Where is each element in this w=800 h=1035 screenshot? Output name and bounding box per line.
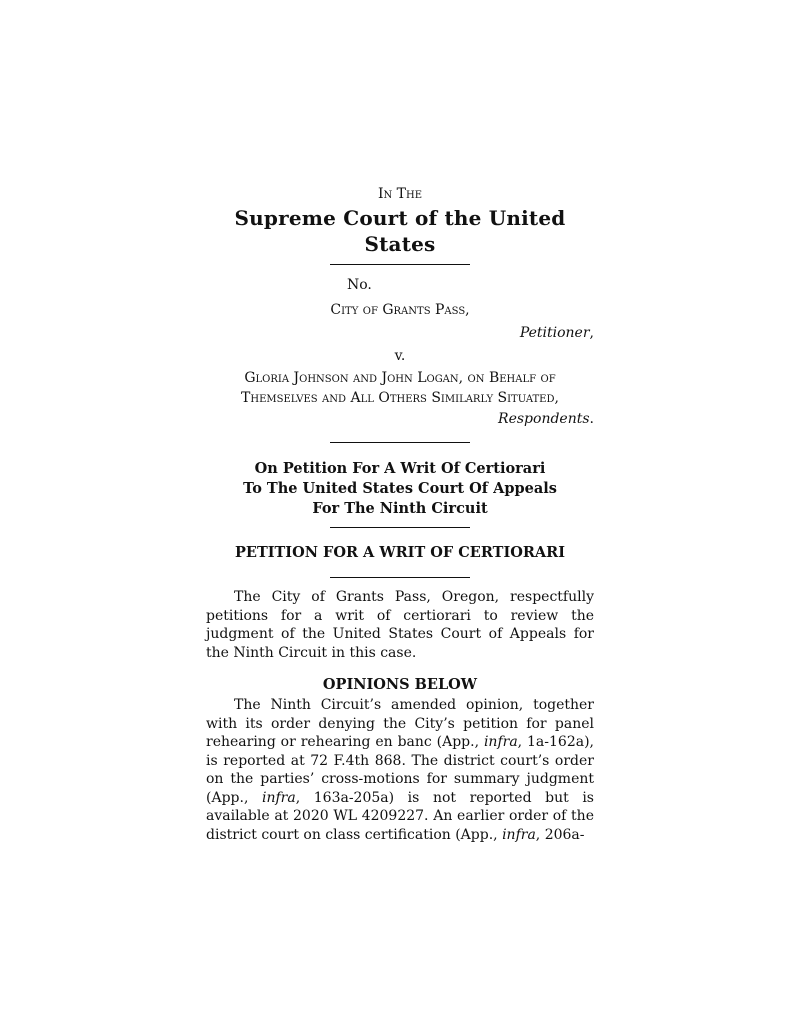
intro-paragraph: The City of Grants Pass, Oregon, respectfully petitions for a writ of certiorari to review the judgment of the United States Court of Appeals for the Ninth Circuit in this case.: [206, 589, 594, 661]
opinions-text-part-4: , 206a-: [535, 826, 585, 843]
petitioner-name: City of Grants Pass,: [330, 302, 470, 318]
respondents-role-period: .: [589, 411, 594, 427]
respondents-role-text: Respondents: [498, 411, 590, 427]
docket-number: [206, 275, 594, 296]
petition-caption-line-1: On Petition For A Writ Of Certiorari: [254, 460, 546, 477]
respondents-role: [206, 409, 594, 430]
opinions-below-heading: OPINIONS BELOW: [322, 676, 478, 693]
infra-citation-2: infra: [262, 789, 296, 806]
respondents-line-1: Gloria Johnson and John Logan, on Behalf of: [244, 370, 556, 386]
opinions-below-paragraph: [206, 696, 594, 844]
divider-rule: [330, 442, 470, 443]
divider-rule: [330, 527, 470, 528]
divider-rule: [330, 577, 470, 578]
petition-caption-line-3: For The Ninth Circuit: [312, 500, 488, 517]
versus: v.: [394, 348, 406, 364]
in-the-label: In The: [377, 186, 423, 202]
petitioner-role-text: Petitioner: [519, 325, 590, 341]
opinions-text-part-1: The Ninth Circuit’s amended opinion, together with its order denying the City’s petition for panel rehearing or rehearing en banc (App.,: [206, 697, 594, 750]
docket-label: No.: [347, 277, 372, 293]
petition-caption-line-2: To The United States Court Of Appeals: [243, 480, 557, 497]
petitioner-role-comma: ,: [589, 325, 594, 341]
court-title: Supreme Court of the United States: [234, 206, 566, 256]
petition-title: PETITION FOR A WRIT OF CERTIORARI: [234, 544, 565, 561]
opinions-text-part-2: , 1a-162a), is reported at 72 F.4th 868. The district court’s order on the parties’ cross-motions for summary judgment (App.,: [206, 734, 594, 806]
respondents-line-2: Themselves and All Others Similarly Situated,: [241, 390, 559, 406]
petitioner-role: [206, 323, 594, 344]
petition-caption: [206, 459, 594, 519]
infra-citation-1: infra: [483, 734, 518, 750]
document-page: [206, 186, 594, 844]
opinions-text-part-3: , 163a-205a) is not reported but is available at 2020 WL 4209227. An earlier order of the district court on class certification (App.,: [206, 789, 594, 843]
divider-rule: [330, 264, 470, 265]
infra-citation-3: infra: [502, 826, 536, 843]
